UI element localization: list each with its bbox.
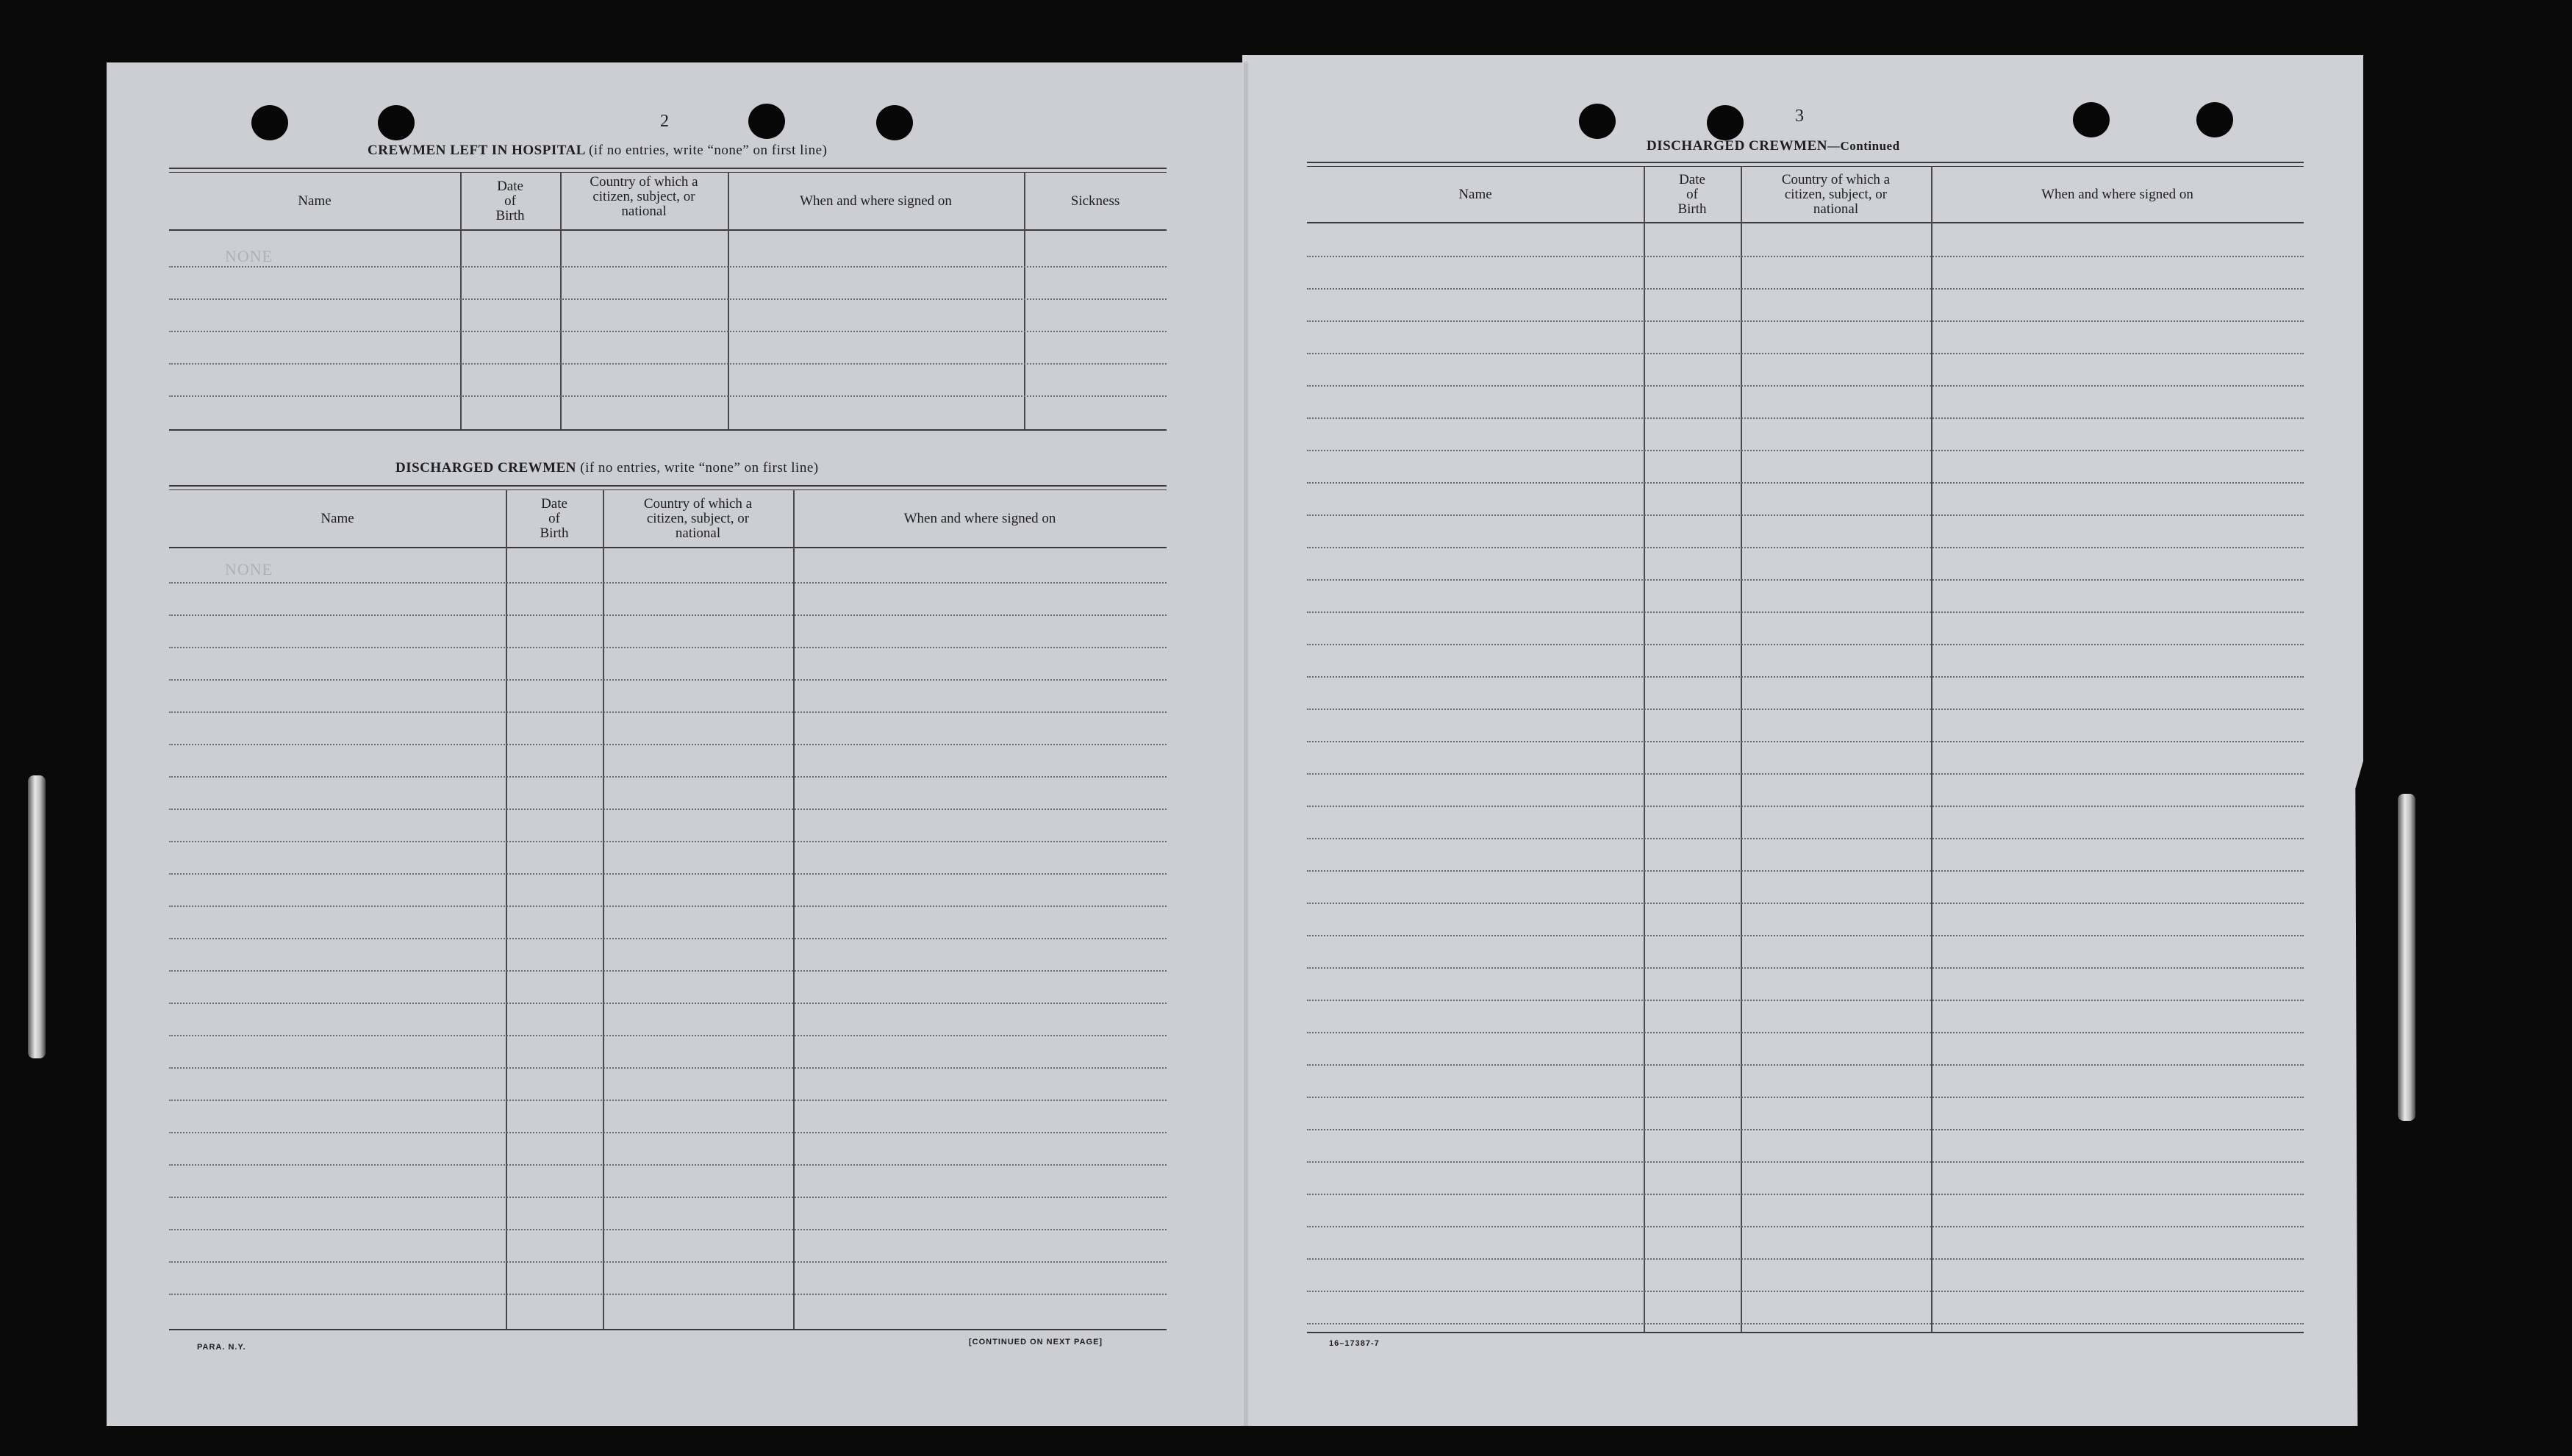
page-number-right: 3 [1795,107,1804,126]
ruled-line [169,647,1167,648]
hospital-col-name: Name [298,193,332,209]
ruled-line [1307,806,2304,807]
ruled-line [169,970,1167,972]
ruled-line [1307,612,2304,613]
hospital-title-text: CREWMEN LEFT IN HOSPITAL [368,143,585,158]
footer-form-number: 16–17387-7 [1329,1339,1380,1348]
discharged-col-signed: When and where signed on [903,511,1056,526]
ruled-line [1307,1032,2304,1033]
page-fold [1244,62,1248,1426]
ruled-line [169,1261,1167,1263]
ruled-line [169,582,1167,584]
page-number-left: 2 [660,112,669,131]
hospital-col-sickness: Sickness [1070,193,1120,209]
ruled-line [169,614,1167,616]
ruled-line [1307,1258,2304,1260]
continued-col-country: Country of which a citizen, subject, or national [1781,172,1891,217]
punch-hole [1707,105,1744,140]
ruled-line [169,1229,1167,1230]
ruled-line [1307,709,2304,710]
ruled-line [1307,417,2304,419]
punch-hole [1579,104,1616,139]
ruled-line [169,711,1167,713]
ruled-line [1307,547,2304,548]
continued-col-name: Name [1458,187,1492,202]
punch-hole [2073,102,2110,137]
ruled-line [1307,450,2304,451]
continued-title-text: DISCHARGED CREWMEN [1647,138,1827,154]
ruled-line [1307,1194,2304,1195]
ruled-line [1307,1097,2304,1098]
continued-section-title [1647,138,1900,154]
discharged-entry-none: NONE [225,560,273,578]
hospital-table [169,168,1167,434]
punch-hole [2196,102,2233,137]
ruled-line [1307,1291,2304,1292]
ruled-line [169,905,1167,907]
discharged-col-country: Country of which a citizen, subject, or national [643,496,753,541]
discharged-continued-table [1307,162,2304,1338]
ruled-line [1307,1000,2304,1001]
ruled-line [1307,256,2304,257]
binder-clip-left [28,775,46,1058]
ruled-line [169,938,1167,939]
ruled-line [169,744,1167,745]
continued-suffix: —Continued [1827,139,1900,153]
ruled-line [169,873,1167,875]
ruled-line [169,1035,1167,1036]
discharged-col-dob: Date of Birth [540,496,569,541]
ruled-line [1307,1323,2304,1324]
discharged-table [169,485,1167,1330]
ruled-line [1307,838,2304,839]
ruled-line [169,1003,1167,1004]
ruled-line [1307,676,2304,678]
hospital-instruction: (if no entries, write “none” on first line) [589,143,828,158]
ruled-line [1307,385,2304,387]
ruled-line [169,776,1167,778]
ruled-line [1307,741,2304,742]
ruled-line [169,679,1167,681]
ruled-line [1307,773,2304,775]
ruled-line [1307,320,2304,322]
ruled-line [1307,1129,2304,1130]
discharged-instruction: (if no entries, write “none” on first line) [580,460,819,476]
hospital-col-country: Country of which a citizen, subject, or national [590,174,698,219]
ruled-line [1307,870,2304,872]
ruled-line [1307,482,2304,484]
binder-clip-right [2398,794,2415,1121]
discharged-section-title [395,460,819,476]
ruled-line [1307,353,2304,354]
ruled-line [1307,903,2304,904]
ruled-line [169,1164,1167,1166]
hospital-entry-none: NONE [225,247,273,265]
ruled-line [1307,579,2304,581]
ruled-line [1307,644,2304,645]
ruled-line [1307,967,2304,969]
ruled-line [169,1100,1167,1101]
hospital-section-title [368,143,827,159]
ruled-line [1307,1226,2304,1227]
ruled-line [1307,1161,2304,1163]
ruled-line [169,1067,1167,1069]
punch-hole [378,105,415,140]
discharged-title-text: DISCHARGED CREWMEN [395,460,576,476]
ruled-line [1307,935,2304,936]
footer-printer: PARA. N.Y. [197,1343,246,1352]
ruled-line [1307,1064,2304,1066]
ruled-line [169,808,1167,810]
punch-hole [748,104,785,139]
hospital-col-signed: When and where signed on [800,193,952,209]
continued-col-dob: Date of Birth [1677,172,1707,217]
ruled-line [169,1294,1167,1295]
ruled-line [1307,514,2304,516]
ruled-line [169,1197,1167,1198]
ruled-line [169,841,1167,842]
ruled-line [1307,288,2304,290]
hospital-col-dob: Date of Birth [495,179,525,223]
continued-col-signed: When and where signed on [2041,187,2193,202]
punch-hole [251,105,288,140]
discharged-col-name: Name [320,511,354,526]
punch-hole [876,105,913,140]
footer-continued: [CONTINUED ON NEXT PAGE] [969,1338,1103,1346]
ruled-line [169,1132,1167,1133]
